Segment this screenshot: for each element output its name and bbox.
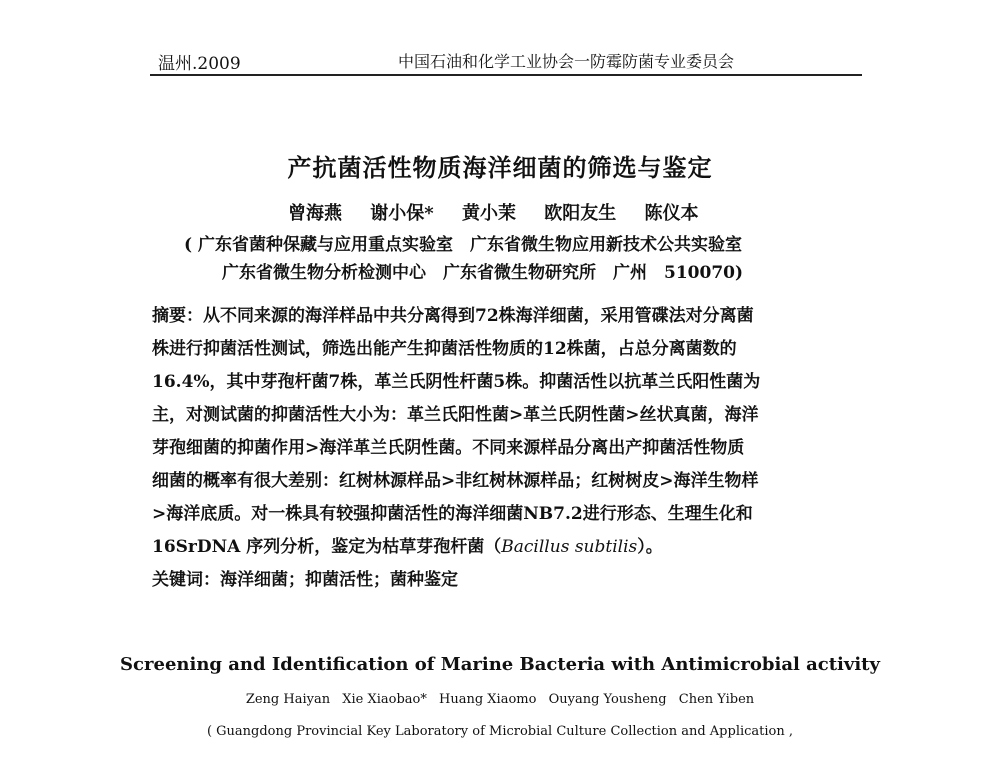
header-organization: 中国石油和化学工业协会一防霉防菌专业委员会: [398, 52, 735, 71]
abstract-line: [152, 531, 864, 564]
author-name: 曾海燕: [288, 203, 342, 224]
abstract-line: 株进行抑菌活性测试，筛选出能产生抑菌活性物质的12株菌，占总分离菌数的: [152, 339, 737, 359]
abstract-text: ：从不同来源的海洋样品中共分离得到72株海洋细菌，采用管碟法对分离菌: [186, 306, 754, 326]
keywords-label: 关键词: [152, 570, 203, 590]
header-location-year: 温州.2009: [158, 54, 241, 74]
abstract: [152, 300, 864, 597]
abstract-text: ）。: [637, 537, 663, 557]
author-name: 陈仪本: [644, 203, 699, 224]
paper-title: 产抗菌活性物质海洋细菌的筛选与鉴定: [287, 153, 713, 182]
english-author-name: Ouyang Yousheng: [548, 692, 667, 707]
abstract-line: >海洋底质。对一株具有较强抑菌活性的海洋细菌NB7.2进行形态、生理生化和: [152, 504, 753, 524]
affiliation-line-2: 广东省微生物分析检测中心 广东省微生物研究所 广州 510070): [222, 263, 744, 283]
english-author-name: Chen Yiben: [678, 692, 755, 707]
abstract-line: 细菌的概率有很大差别：红树林源样品>非红树林源样品；红树树皮>海洋生物样: [152, 471, 759, 491]
abstract-label: 摘要: [152, 306, 186, 326]
author-name: 黄小茉: [461, 203, 516, 224]
author-list: [288, 199, 699, 225]
abstract-text: 16SrDNA 序列分析，鉴定为枯草芽孢杆菌（: [152, 537, 502, 557]
english-affiliation: ( Guangdong Provincial Key Laboratory of Microbial Culture Collection and Application ,: [206, 724, 794, 739]
english-author-name: Huang Xiaomo: [439, 692, 537, 707]
running-header: [150, 46, 862, 76]
abstract-line: 芽孢细菌的抑菌作用>海洋革兰氏阴性菌。不同来源样品分离出产抑菌活性物质: [152, 438, 745, 458]
keywords-text: ：海洋细菌；抑菌活性；菌种鉴定: [203, 570, 458, 590]
abstract-line: 主，对测试菌的抑菌活性大小为：革兰氏阳性菌>革兰氏阴性菌>丝状真菌，海洋: [152, 405, 759, 425]
english-title: Screening and Identification of Marine Bacteria with Antimicrobial activity: [120, 654, 880, 675]
author-name: 欧阳友生: [544, 203, 617, 224]
affiliation-line-1: ( 广东省菌种保藏与应用重点实验室 广东省微生物应用新技术公共实验室: [184, 235, 742, 255]
english-author-name: Zeng Haiyan: [245, 692, 331, 707]
abstract-line: 16.4%，其中芽孢杆菌7株，革兰氏阴性杆菌5株。抑菌活性以抗革兰氏阳性菌为: [152, 372, 761, 392]
english-author-name: Xie Xiaobao*: [342, 692, 427, 707]
english-author-list: [0, 692, 1000, 707]
abstract-line: [152, 300, 864, 333]
author-name: 谢小保*: [370, 203, 434, 224]
keywords-line: [152, 564, 864, 597]
species-name: Bacillus subtilis: [501, 537, 638, 557]
